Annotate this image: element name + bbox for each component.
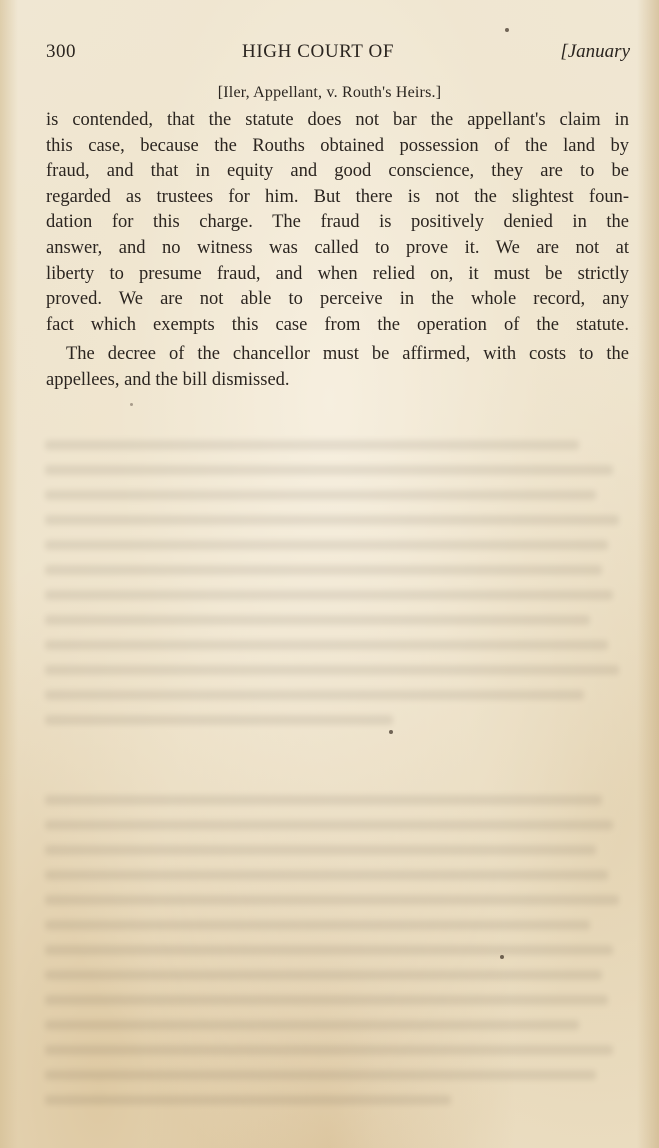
running-head-month: [January <box>560 41 630 62</box>
show-through-text <box>45 440 625 1080</box>
paper-speck <box>500 955 504 959</box>
text-line: dation for this charge. The fraud is positively denied in the <box>46 212 629 233</box>
text-line: this case, because the Rouths obtained possession of the land by <box>46 135 629 156</box>
text-line: regarded as trustees for him. But there is not the slightest foun- <box>46 186 629 207</box>
text-line: answer, and no witness was called to prove it. We are not at <box>46 237 629 258</box>
text-line: fraud, and that in equity and good conscience, they are to be <box>46 161 629 182</box>
page-edge-shadow-left <box>0 0 18 1148</box>
text-line: liberty to presume fraud, and when relied on, it must be strictly <box>46 263 629 284</box>
case-caption: [Iler, Appellant, v. Routh's Heirs.] <box>217 84 442 101</box>
paragraph-2 <box>46 342 629 393</box>
text-line: fact which exempts this case from the operation of the statute. <box>46 314 629 335</box>
page-number: 300 <box>46 41 76 62</box>
text-line: appellees, and the bill dismissed. <box>46 369 290 390</box>
text-line: proved. We are not able to perceive in the whole record, any <box>46 289 629 310</box>
page-edge-shadow-right <box>637 0 659 1148</box>
paper-speck <box>130 403 133 406</box>
running-head <box>46 41 630 69</box>
paper-speck <box>505 28 509 32</box>
running-head-title: HIGH COURT OF <box>242 41 394 62</box>
paper-speck <box>389 730 393 734</box>
body-text <box>46 108 629 394</box>
text-line: The decree of the chancellor must be affirmed, with costs to the <box>66 344 629 365</box>
text-line: is contended, that the statute does not bar the appellant's claim in <box>46 110 629 130</box>
paragraph-1 <box>46 108 629 338</box>
